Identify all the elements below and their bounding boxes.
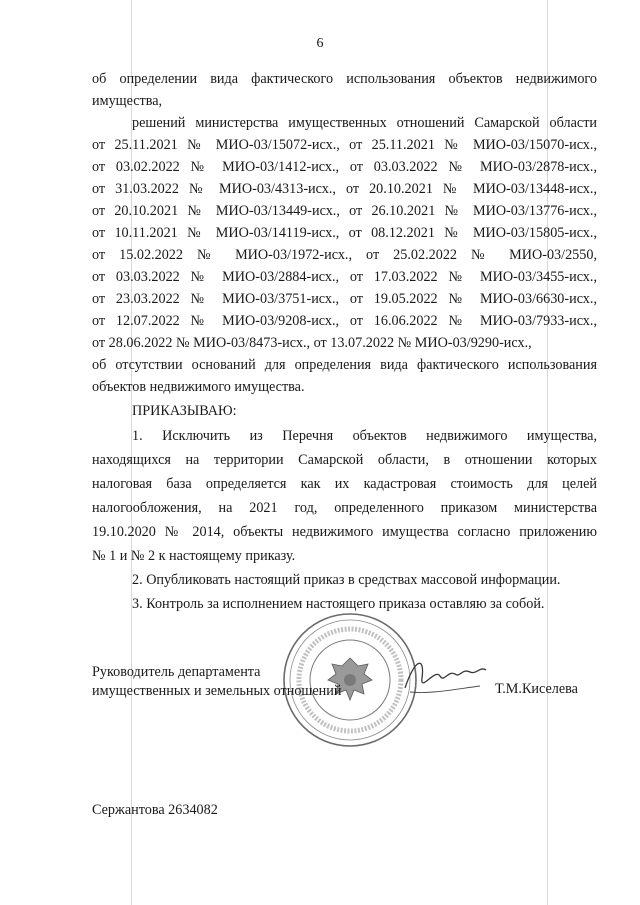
- signer-position: [92, 663, 341, 701]
- body-line: от 28.06.2022 № МИО-03/8473-исх., от 13.07.2022 № МИО-03/9290-исх.,: [92, 335, 532, 351]
- body-line: от 20.10.2021 № МИО-03/13449-исх., от 26.10.2021 № МИО-03/13776-исх.,: [92, 203, 597, 219]
- item2: 2. Опубликовать настоящий приказ в средствах массовой информации.: [132, 572, 561, 588]
- body-line: от 23.03.2022 № МИО-03/3751-исх., от 19.05.2022 № МИО-03/6630-исх.,: [92, 291, 597, 307]
- item1-line: налогообложения, на 2021 год, определенного приказом министерства: [92, 500, 597, 516]
- item1-line: налоговая база определяется как их кадастровая стоимость для целей: [92, 476, 597, 492]
- item3: 3. Контроль за исполнением настоящего приказа оставляю за собой.: [132, 596, 545, 612]
- signer-position-line1: Руководитель департамента: [92, 664, 261, 680]
- body-line: об отсутствии оснований для определения вида фактического использования: [92, 357, 597, 373]
- order-heading: ПРИКАЗЫВАЮ:: [132, 403, 237, 419]
- body-line: от 31.03.2022 № МИО-03/4313-исх., от 20.10.2021 № МИО-03/13448-исх.,: [92, 181, 597, 197]
- body-line: об определении вида фактического использования объектов недвижимого: [92, 71, 597, 87]
- body-line: от 25.11.2021 № МИО-03/15072-исх., от 25.11.2021 № МИО-03/15070-исх.,: [92, 137, 597, 153]
- page-number: 6: [316, 36, 324, 51]
- signature-scribble-icon: [400, 648, 490, 703]
- signer-position-line2: имущественных и земельных отношений: [92, 683, 342, 699]
- item1-line: № 1 и № 2 к настоящему приказу.: [92, 548, 296, 564]
- body-line: имущества,: [92, 93, 163, 109]
- executor-footer: Сержантова 2634082: [92, 802, 218, 818]
- body-line: от 10.11.2021 № МИО-03/14119-исх., от 08.12.2021 № МИО-03/15805-исх.,: [92, 225, 597, 241]
- body-line: объектов недвижимого имущества.: [92, 379, 305, 395]
- body-line: от 03.03.2022 № МИО-03/2884-исх., от 17.03.2022 № МИО-03/3455-исх.,: [92, 269, 597, 285]
- body-line: от 12.07.2022 № МИО-03/9208-исх., от 16.06.2022 № МИО-03/7933-исх.,: [92, 313, 597, 329]
- body-line: решений министерства имущественных отношений Самарской области: [132, 115, 597, 131]
- body-line: от 15.02.2022 № МИО-03/1972-исх., от 25.02.2022 № МИО-03/2550,: [92, 247, 597, 263]
- item1-line: находящихся на территории Самарской области, в отношении которых: [92, 452, 597, 468]
- item1-line: 19.10.2020 № 2014, объекты недвижимого имущества согласно приложению: [92, 524, 597, 540]
- item1-line: 1. Исключить из Перечня объектов недвижимого имущества,: [132, 428, 597, 444]
- body-line: от 03.02.2022 № МИО-03/1412-исх., от 03.03.2022 № МИО-03/2878-исх.,: [92, 159, 597, 175]
- signer-name: Т.М.Киселева: [495, 681, 578, 697]
